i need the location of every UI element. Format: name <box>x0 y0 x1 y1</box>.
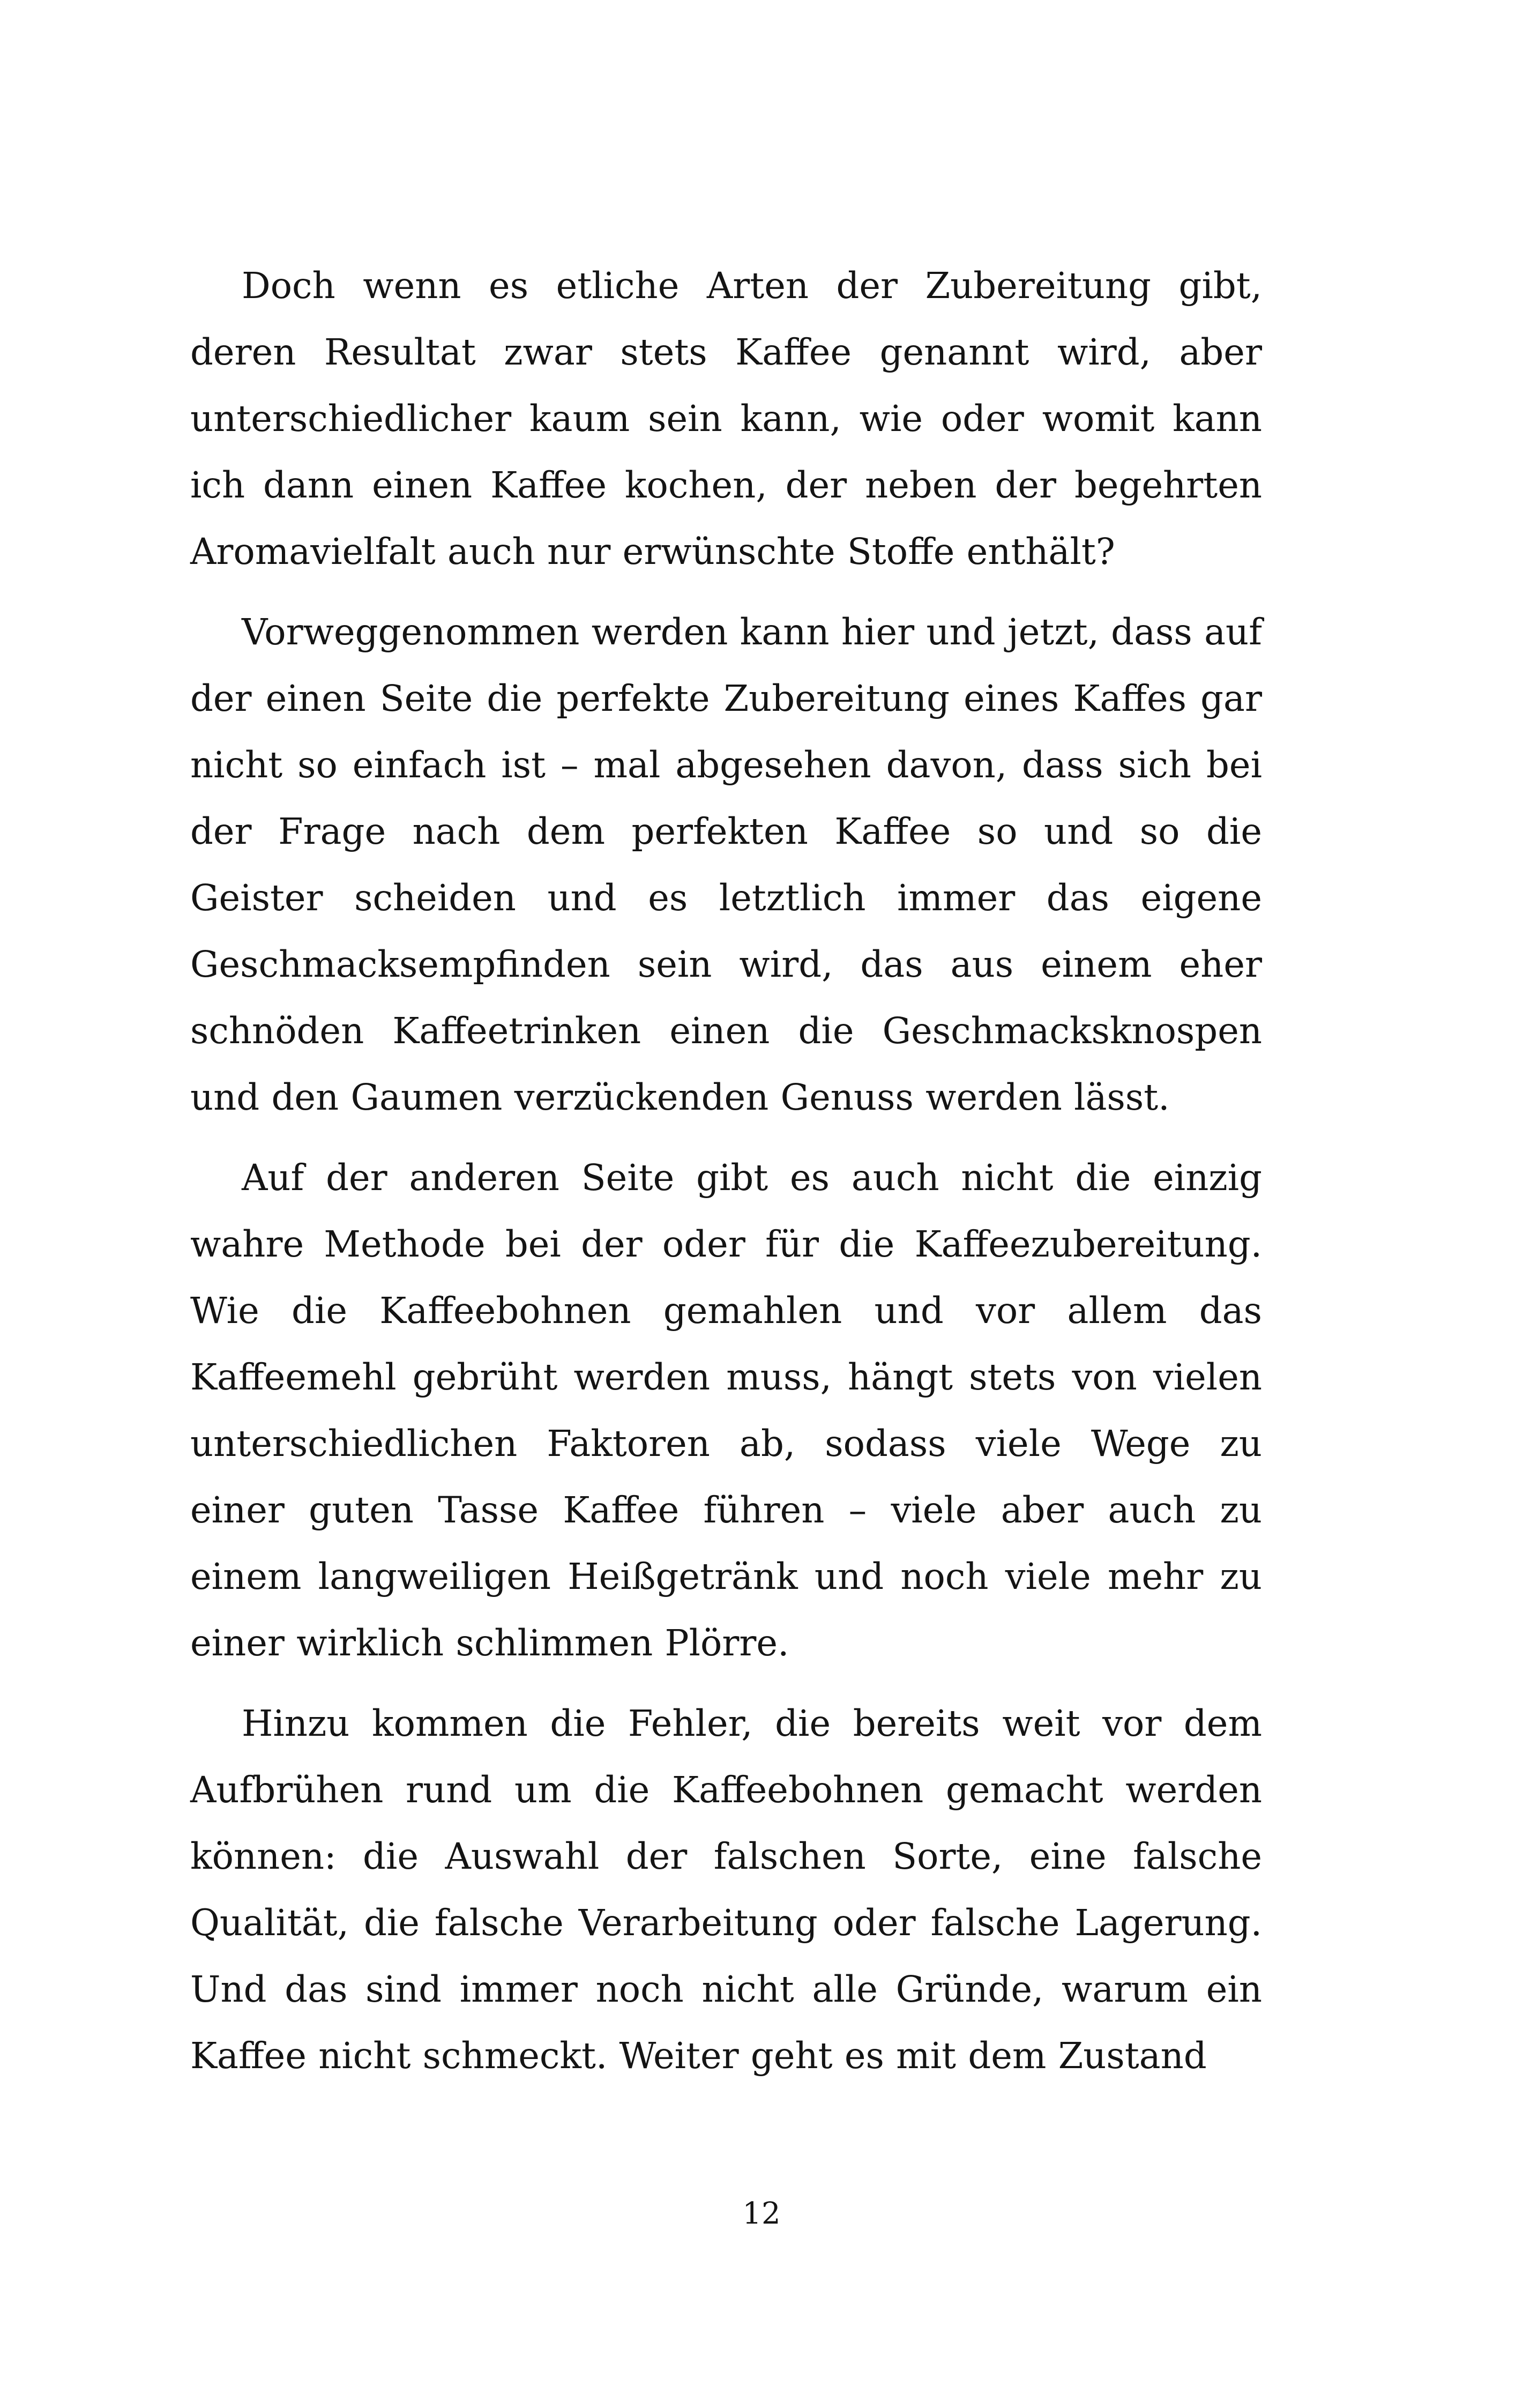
paragraph-4: Hinzu kommen die Fehler, die bereits weit vor dem Aufbrühen rund um die Kaffeebohnen gemacht werden können: die Auswahl der falschen Sorte, eine falsche Qualität, die falsche Verarbeitung oder falsche Lagerung. Und das sind immer noch nicht alle Gründe, warum ein Kaffee nicht schmeckt. Weiter geht es mit dem Zustand <box>190 1703 1262 2077</box>
paragraph-2: Vorweggenommen werden kann hier und jetzt, dass auf der einen Seite die perfekte Zubereitung eines Kaffes gar nicht so einfach ist – mal abgesehen davon, dass sich bei der Frage nach dem perfekten Kaffee so und so die Geister scheiden und es letztlich immer das eigene Geschmacksempfinden sein wird, das aus einem eher schnöden Kaffeetrinken einen die Geschmacksknospen und den Gaumen verzückenden Genuss werden lässt. <box>190 611 1262 1118</box>
paragraph-1: Doch wenn es etliche Arten der Zubereitung gibt, deren Resultat zwar stets Kaffee genannt wird, aber unterschiedlicher kaum sein kann, wie oder womit kann ich dann einen Kaffee kochen, der neben der begehrten Aromavielfalt auch nur erwünschte Stoffe enthält? <box>190 265 1262 573</box>
body-text <box>190 252 1262 2089</box>
paragraph-3: Auf der anderen Seite gibt es auch nicht die einzig wahre Methode bei der oder für die Kaffeezubereitung. Wie die Kaffeebohnen gemahlen und vor allem das Kaffeemehl gebrüht werden muss, hängt stets von vielen unterschiedlichen Faktoren ab, sodass viele Wege zu einer guten Tasse Kaffee führen – viele aber auch zu einem langweiligen Heißgetränk und noch viele mehr zu einer wirklich schlimmen Plörre. <box>190 1157 1262 1664</box>
page-number: 12 <box>742 2196 781 2231</box>
